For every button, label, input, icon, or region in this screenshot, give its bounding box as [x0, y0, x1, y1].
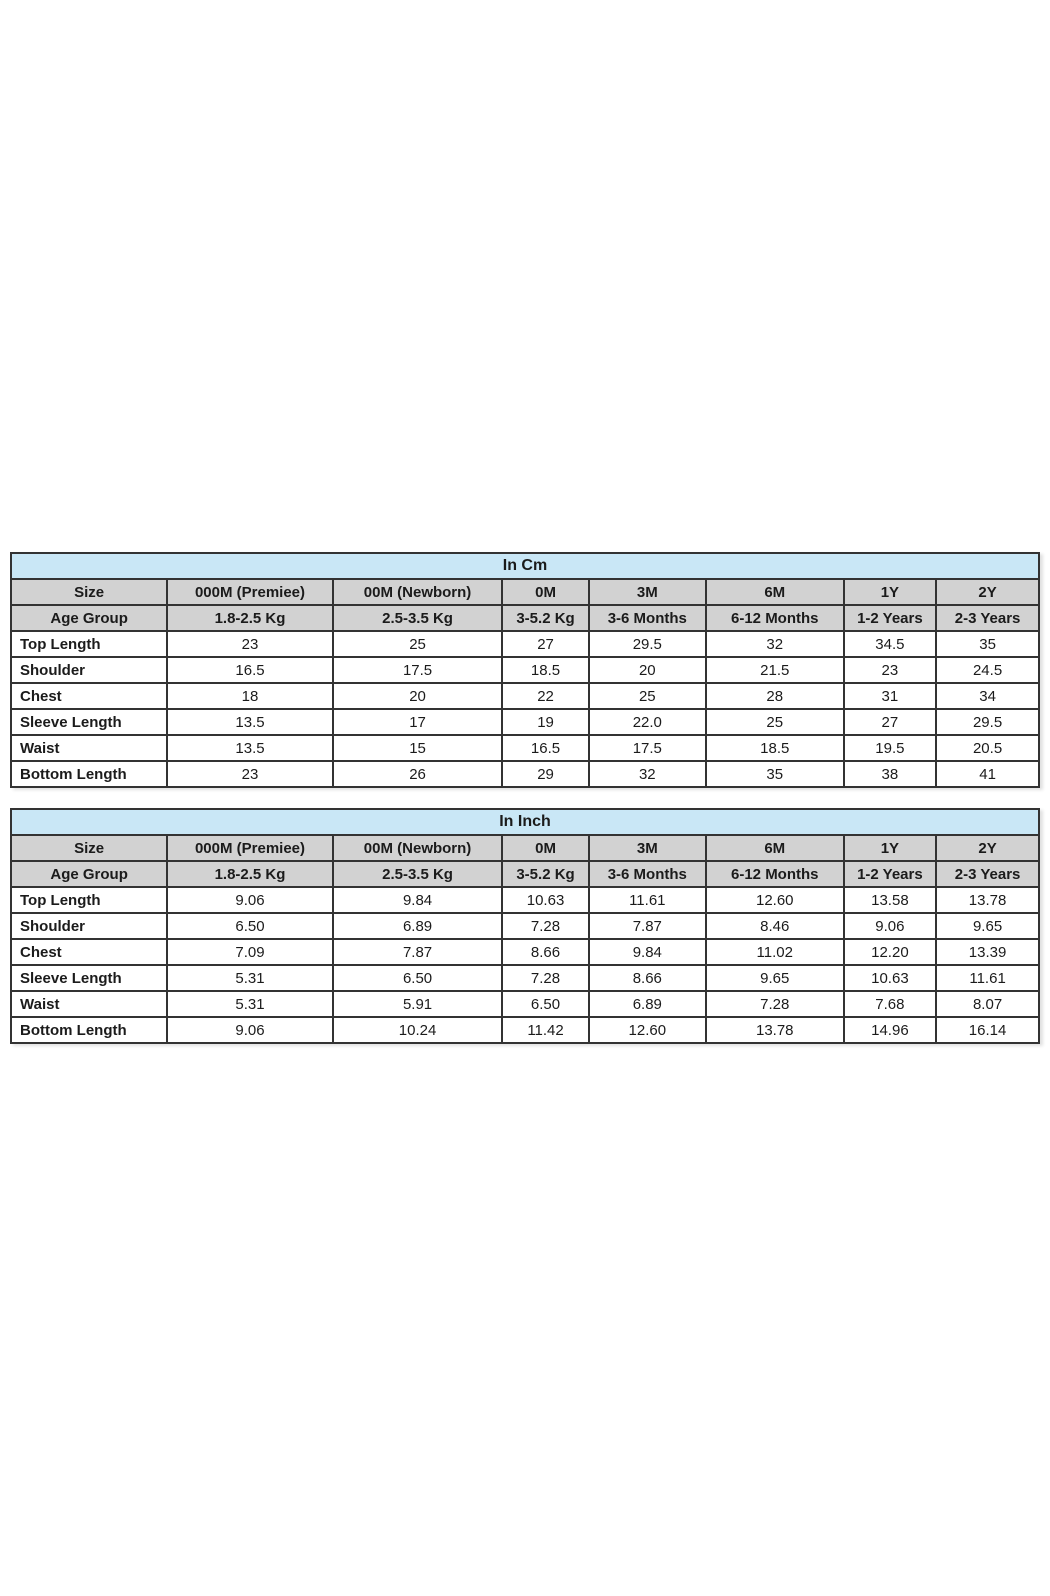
table-row — [11, 1017, 1039, 1043]
table-row — [11, 939, 1039, 965]
data-cell: 11.61 — [936, 965, 1039, 991]
header-cell: 3-6 Months — [589, 861, 706, 887]
table-title-row — [11, 553, 1039, 579]
data-cell: 5.31 — [167, 965, 333, 991]
header-cell: 00M (Newborn) — [333, 579, 503, 605]
data-cell: 17.5 — [589, 735, 706, 761]
table-row — [11, 913, 1039, 939]
header-cell: 2Y — [936, 835, 1039, 861]
data-cell: 5.91 — [333, 991, 503, 1017]
data-cell: 29.5 — [936, 709, 1039, 735]
data-cell: 25 — [706, 709, 844, 735]
header-cell: 000M (Premiee) — [167, 579, 333, 605]
table-row — [11, 887, 1039, 913]
data-cell: 13.39 — [936, 939, 1039, 965]
data-cell: 16.14 — [936, 1017, 1039, 1043]
table-row — [11, 709, 1039, 735]
data-cell: 35 — [706, 761, 844, 787]
row-label: Chest — [11, 939, 167, 965]
header-cell-size: Size — [11, 835, 167, 861]
data-cell: 9.06 — [167, 1017, 333, 1043]
data-cell: 11.02 — [706, 939, 844, 965]
data-cell: 24.5 — [936, 657, 1039, 683]
row-label: Chest — [11, 683, 167, 709]
data-cell: 34 — [936, 683, 1039, 709]
data-cell: 13.58 — [844, 887, 937, 913]
data-cell: 8.66 — [589, 965, 706, 991]
data-cell: 6.50 — [333, 965, 503, 991]
header-cell: 3-5.2 Kg — [502, 861, 588, 887]
data-cell: 10.63 — [844, 965, 937, 991]
table-title: In Inch — [11, 809, 1039, 835]
table-title: In Cm — [11, 553, 1039, 579]
data-cell: 7.28 — [706, 991, 844, 1017]
data-cell: 12.60 — [589, 1017, 706, 1043]
data-cell: 9.06 — [844, 913, 937, 939]
data-cell: 18 — [167, 683, 333, 709]
data-cell: 8.46 — [706, 913, 844, 939]
data-cell: 34.5 — [844, 631, 937, 657]
data-cell: 27 — [844, 709, 937, 735]
data-cell: 16.5 — [167, 657, 333, 683]
data-cell: 18.5 — [706, 735, 844, 761]
data-cell: 21.5 — [706, 657, 844, 683]
data-cell: 17 — [333, 709, 503, 735]
header-cell: 3M — [589, 835, 706, 861]
row-label: Waist — [11, 991, 167, 1017]
table-row — [11, 761, 1039, 787]
size-header-row — [11, 579, 1039, 605]
data-cell: 13.5 — [167, 709, 333, 735]
header-cell: 2.5-3.5 Kg — [333, 605, 503, 631]
header-cell: 1Y — [844, 835, 937, 861]
header-cell-age-group: Age Group — [11, 861, 167, 887]
data-cell: 38 — [844, 761, 937, 787]
data-cell: 7.28 — [502, 965, 588, 991]
data-cell: 12.20 — [844, 939, 937, 965]
data-cell: 41 — [936, 761, 1039, 787]
data-cell: 32 — [589, 761, 706, 787]
header-cell: 3M — [589, 579, 706, 605]
data-cell: 26 — [333, 761, 503, 787]
header-cell: 2-3 Years — [936, 861, 1039, 887]
measurement-table-cm — [10, 552, 1040, 788]
table-title-row — [11, 809, 1039, 835]
data-cell: 22.0 — [589, 709, 706, 735]
data-cell: 32 — [706, 631, 844, 657]
data-cell: 13.78 — [936, 887, 1039, 913]
data-cell: 7.09 — [167, 939, 333, 965]
data-cell: 11.61 — [589, 887, 706, 913]
data-cell: 9.84 — [589, 939, 706, 965]
header-cell: 0M — [502, 579, 588, 605]
header-cell: 3-6 Months — [589, 605, 706, 631]
data-cell: 9.84 — [333, 887, 503, 913]
data-cell: 6.50 — [167, 913, 333, 939]
header-cell: 0M — [502, 835, 588, 861]
data-cell: 31 — [844, 683, 937, 709]
data-cell: 18.5 — [502, 657, 588, 683]
data-cell: 13.78 — [706, 1017, 844, 1043]
data-cell: 9.06 — [167, 887, 333, 913]
row-label: Top Length — [11, 887, 167, 913]
data-cell: 7.28 — [502, 913, 588, 939]
header-cell: 6M — [706, 579, 844, 605]
data-cell: 29.5 — [589, 631, 706, 657]
data-cell: 19.5 — [844, 735, 937, 761]
row-label: Sleeve Length — [11, 709, 167, 735]
header-cell: 1Y — [844, 579, 937, 605]
row-label: Sleeve Length — [11, 965, 167, 991]
data-cell: 25 — [333, 631, 503, 657]
row-label: Top Length — [11, 631, 167, 657]
row-label: Bottom Length — [11, 1017, 167, 1043]
row-label: Shoulder — [11, 657, 167, 683]
data-cell: 7.87 — [589, 913, 706, 939]
data-cell: 6.89 — [589, 991, 706, 1017]
table-row — [11, 965, 1039, 991]
data-cell: 13.5 — [167, 735, 333, 761]
header-cell: 000M (Premiee) — [167, 835, 333, 861]
table-row — [11, 631, 1039, 657]
data-cell: 8.66 — [502, 939, 588, 965]
data-cell: 14.96 — [844, 1017, 937, 1043]
table-row — [11, 991, 1039, 1017]
data-cell: 7.87 — [333, 939, 503, 965]
data-cell: 16.5 — [502, 735, 588, 761]
data-cell: 7.68 — [844, 991, 937, 1017]
data-cell: 6.89 — [333, 913, 503, 939]
header-cell: 2.5-3.5 Kg — [333, 861, 503, 887]
age-group-row — [11, 861, 1039, 887]
data-cell: 6.50 — [502, 991, 588, 1017]
data-cell: 25 — [589, 683, 706, 709]
data-cell: 20.5 — [936, 735, 1039, 761]
data-cell: 23 — [167, 761, 333, 787]
age-group-row — [11, 605, 1039, 631]
data-cell: 23 — [167, 631, 333, 657]
row-label: Shoulder — [11, 913, 167, 939]
header-cell: 6M — [706, 835, 844, 861]
size-header-row — [11, 835, 1039, 861]
header-cell: 2Y — [936, 579, 1039, 605]
data-cell: 5.31 — [167, 991, 333, 1017]
size-table-inch — [10, 808, 1040, 1044]
data-cell: 15 — [333, 735, 503, 761]
header-cell: 6-12 Months — [706, 605, 844, 631]
data-cell: 10.63 — [502, 887, 588, 913]
row-label: Waist — [11, 735, 167, 761]
header-cell: 1-2 Years — [844, 605, 937, 631]
data-cell: 27 — [502, 631, 588, 657]
table-row — [11, 735, 1039, 761]
data-cell: 35 — [936, 631, 1039, 657]
data-cell: 28 — [706, 683, 844, 709]
header-cell-size: Size — [11, 579, 167, 605]
data-cell: 22 — [502, 683, 588, 709]
data-cell: 12.60 — [706, 887, 844, 913]
table-row — [11, 657, 1039, 683]
data-cell: 20 — [333, 683, 503, 709]
data-cell: 11.42 — [502, 1017, 588, 1043]
header-cell: 1.8-2.5 Kg — [167, 605, 333, 631]
data-cell: 19 — [502, 709, 588, 735]
data-cell: 8.07 — [936, 991, 1039, 1017]
data-cell: 17.5 — [333, 657, 503, 683]
size-table-cm — [10, 552, 1040, 788]
header-cell: 1.8-2.5 Kg — [167, 861, 333, 887]
header-cell: 00M (Newborn) — [333, 835, 503, 861]
data-cell: 9.65 — [706, 965, 844, 991]
data-cell: 23 — [844, 657, 937, 683]
header-cell: 1-2 Years — [844, 861, 937, 887]
header-cell: 3-5.2 Kg — [502, 605, 588, 631]
header-cell: 6-12 Months — [706, 861, 844, 887]
header-cell: 2-3 Years — [936, 605, 1039, 631]
measurement-table-inch — [10, 808, 1040, 1044]
data-cell: 20 — [589, 657, 706, 683]
data-cell: 29 — [502, 761, 588, 787]
data-cell: 9.65 — [936, 913, 1039, 939]
data-cell: 10.24 — [333, 1017, 503, 1043]
header-cell-age-group: Age Group — [11, 605, 167, 631]
table-row — [11, 683, 1039, 709]
row-label: Bottom Length — [11, 761, 167, 787]
